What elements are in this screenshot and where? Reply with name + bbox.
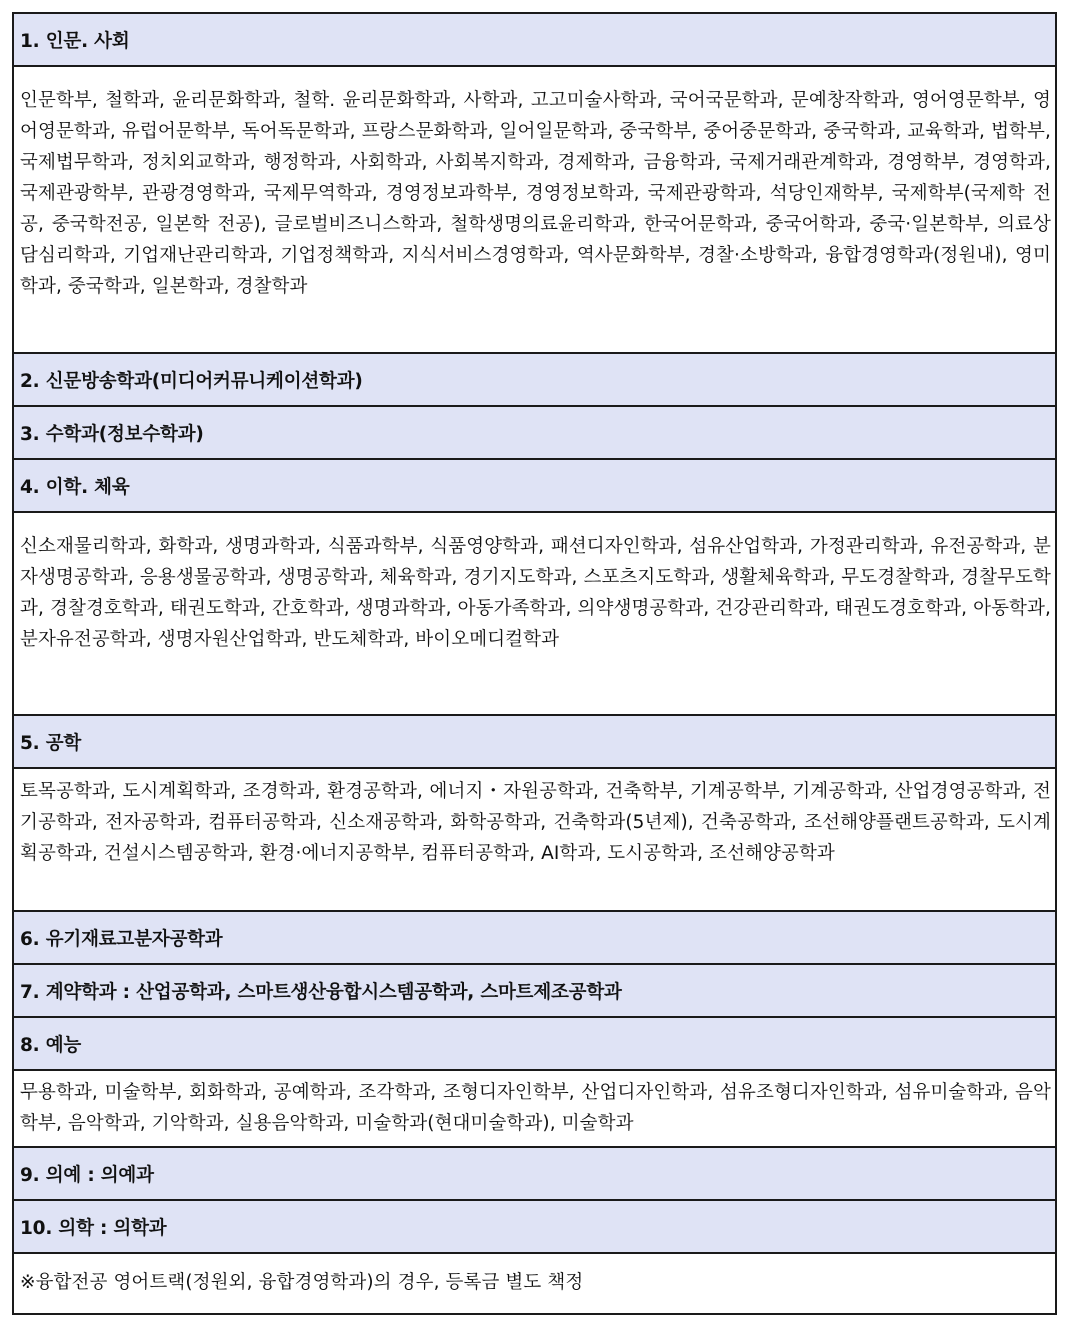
section-body-science-physical-education: 신소재물리학과, 화학과, 생명과학과, 식품과학부, 식품영양학과, 패션디자인학과, 섬유산업학과, 가정관리학과, 유전공학과, 분자생명공학과, 응용생물공학과, 생명공학과, 체육학과, 경기지도학과, 스포츠지도학과, 생활체육학과, 무도경찰학과, 경찰무도학과, 경찰경호학과, 태권도학과, 간호학과, 생명과학과, 아동가족학과, 의약생명공학과, 건강관리학과, 태권도경호학과, 아동학과, 분자유전공학과, 생명자원산업학과, 반도체학과, 바이오메디컬학과 — [14, 513, 1055, 716]
section-header-humanities-social: 1. 인문. 사회 — [14, 14, 1055, 67]
section-header-medicine: 10. 의학 : 의학과 — [14, 1201, 1055, 1254]
section-body-arts: 무용학과, 미술학부, 회화학과, 공예학과, 조각학과, 조형디자인학부, 산업디자인학과, 섬유조형디자인학과, 섬유미술학과, 음악학부, 음악학과, 기악학과, 실용음악학과, 미술학과(현대미술학과), 미술학과 — [14, 1071, 1055, 1148]
section-header-engineering: 5. 공학 — [14, 716, 1055, 769]
section-header-science-physical-education: 4. 이학. 체육 — [14, 460, 1055, 513]
section-body-humanities-social: 인문학부, 철학과, 윤리문화학과, 철학. 윤리문화학과, 사학과, 고고미술사학과, 국어국문학과, 문예창작학과, 영어영문학부, 영어영문학과, 유럽어문학부, 독어독문학과, 프랑스문화학과, 일어일문학과, 중국학부, 중어중문학과, 중국학과, 교육학과, 법학부, 국제법무학과, 정치외교학과, 행정학과, 사회학과, 사회복지학과, 경제학과, 금융학과, 국제거래관계학과, 경영학부, 경영학과, 국제관광학부, 관광경영학과, 국제무역학과, 경영정보과학부, 경영정보학과, 국제관광학과, 석당인재학부, 국제학부(국제학 전공, 중국학전공, 일본학 전공), 글로벌비즈니스학과, 철학생명의료윤리학과, 한국어문학과, 중국어학과, 중국·일본학부, 의료상담심리학과, 기업재난관리학과, 기업정책학과, 지식서비스경영학과, 역사문화학부, 경찰·소방학과, 융합경영학과(정원내), 영미학과, 중국학과, 일본학과, 경찰학과 — [14, 67, 1055, 354]
section-header-media-communication: 2. 신문방송학과(미디어커뮤니케이션학과) — [14, 354, 1055, 407]
tuition-note: ※융합전공 영어트랙(정원외, 융합경영학과)의 경우, 등록금 별도 책정 — [14, 1254, 1055, 1313]
section-header-arts: 8. 예능 — [14, 1018, 1055, 1071]
department-classification-table — [12, 12, 1057, 1315]
section-header-premedical: 9. 의예 : 의예과 — [14, 1148, 1055, 1201]
section-body-engineering: 토목공학과, 도시계획학과, 조경학과, 환경공학과, 에너지・자원공학과, 건축학부, 기계공학부, 기계공학과, 산업경영공학과, 전기공학과, 전자공학과, 컴퓨터공학과, 신소재공학과, 화학공학과, 건축학과(5년제), 건축공학과, 조선해양플랜트공학과, 도시계획공학과, 건설시스템공학과, 환경·에너지공학부, 컴퓨터공학과, AI학과, 도시공학과, 조선해양공학과 — [14, 769, 1055, 912]
section-header-polymer-engineering: 6. 유기재료고분자공학과 — [14, 912, 1055, 965]
section-header-contract-departments: 7. 계약학과 : 산업공학과, 스마트생산융합시스템공학과, 스마트제조공학과 — [14, 965, 1055, 1018]
section-header-mathematics: 3. 수학과(정보수학과) — [14, 407, 1055, 460]
